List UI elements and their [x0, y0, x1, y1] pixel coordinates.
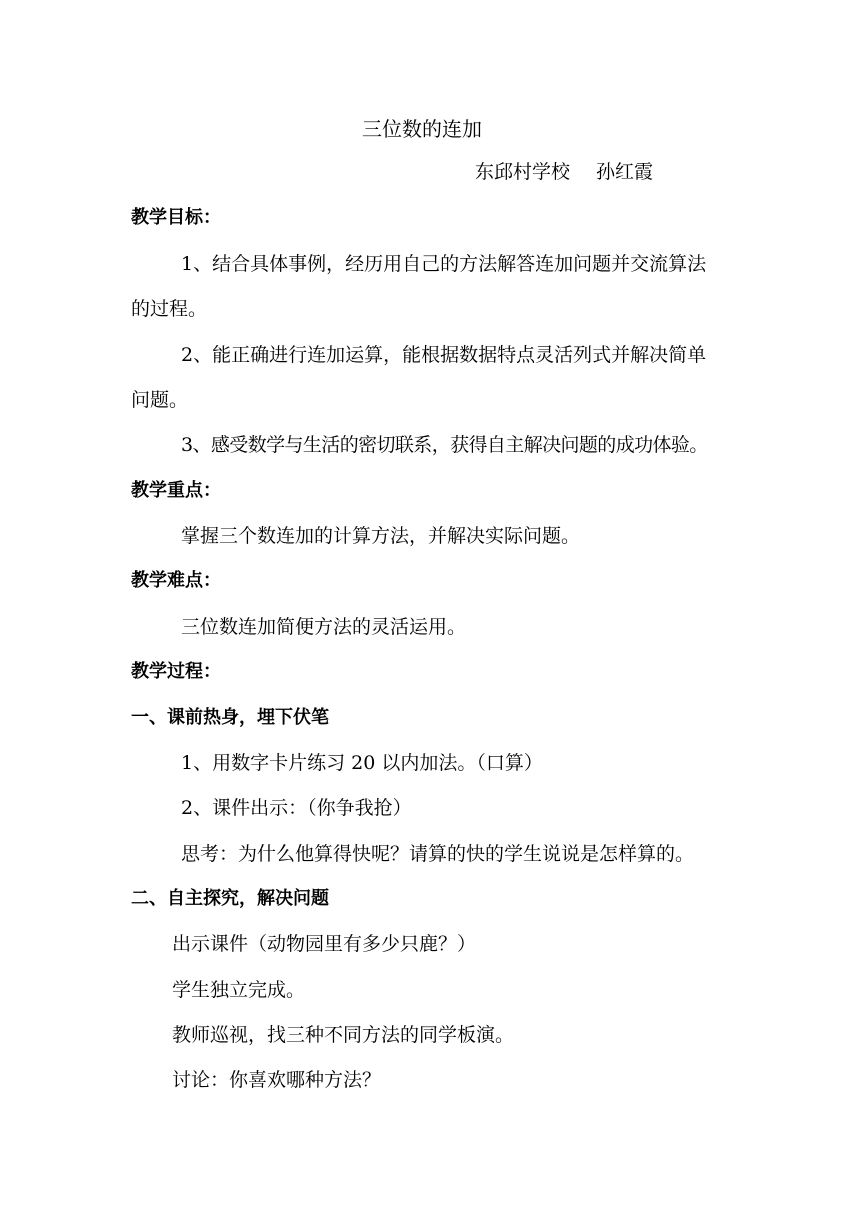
- section-2-p2: 学生独立完成。: [172, 979, 306, 1001]
- author-line: [475, 160, 653, 184]
- section-1-item-1: 1、用数字卡片练习 20 以内加法。（口算）: [181, 752, 543, 774]
- author-name: 孙红霞: [596, 161, 654, 183]
- section-2-p3: 教师巡视，找三种不同方法的同学板演。: [172, 1024, 515, 1046]
- goal-1-line-1: 1、结合具体事例，经历用自己的方法解答连加问题并交流算法: [181, 253, 707, 275]
- section-1-think: 思考：为什么他算得快呢？请算的快的学生说说是怎样算的。: [181, 843, 695, 865]
- goal-2-line-2: 问题。: [131, 389, 189, 411]
- section-2-p4: 讨论：你喜欢哪种方法？: [172, 1069, 382, 1091]
- section-1-heading: 一、课前热身，埋下伏笔: [131, 707, 329, 728]
- goal-2-line-1: 2、能正确进行连加运算，能根据数据特点灵活列式并解决简单: [181, 344, 707, 366]
- key-points-text: 掌握三个数连加的计算方法，并解决实际问题。: [181, 525, 581, 547]
- section-2-p1: 出示课件（动物园里有多少只鹿？）: [172, 933, 477, 955]
- school-name: 东邱村学校: [475, 161, 571, 183]
- difficulties-text: 三位数连加简便方法的灵活运用。: [181, 616, 467, 638]
- document-title: 三位数的连加: [362, 117, 482, 141]
- goal-1-line-2: 的过程。: [131, 298, 208, 320]
- key-points-heading: 教学重点：: [131, 480, 221, 501]
- difficulties-heading: 教学难点：: [131, 570, 221, 591]
- goal-3: 3、感受数学与生活的密切联系，获得自主解决问题的成功体验。: [181, 434, 708, 456]
- process-heading: 教学过程：: [131, 661, 221, 682]
- section-2-heading: 二、自主探究，解决问题: [131, 888, 329, 909]
- section-1-item-2: 2、课件出示：（你争我抢）: [181, 797, 412, 819]
- goals-heading: 教学目标：: [131, 207, 221, 228]
